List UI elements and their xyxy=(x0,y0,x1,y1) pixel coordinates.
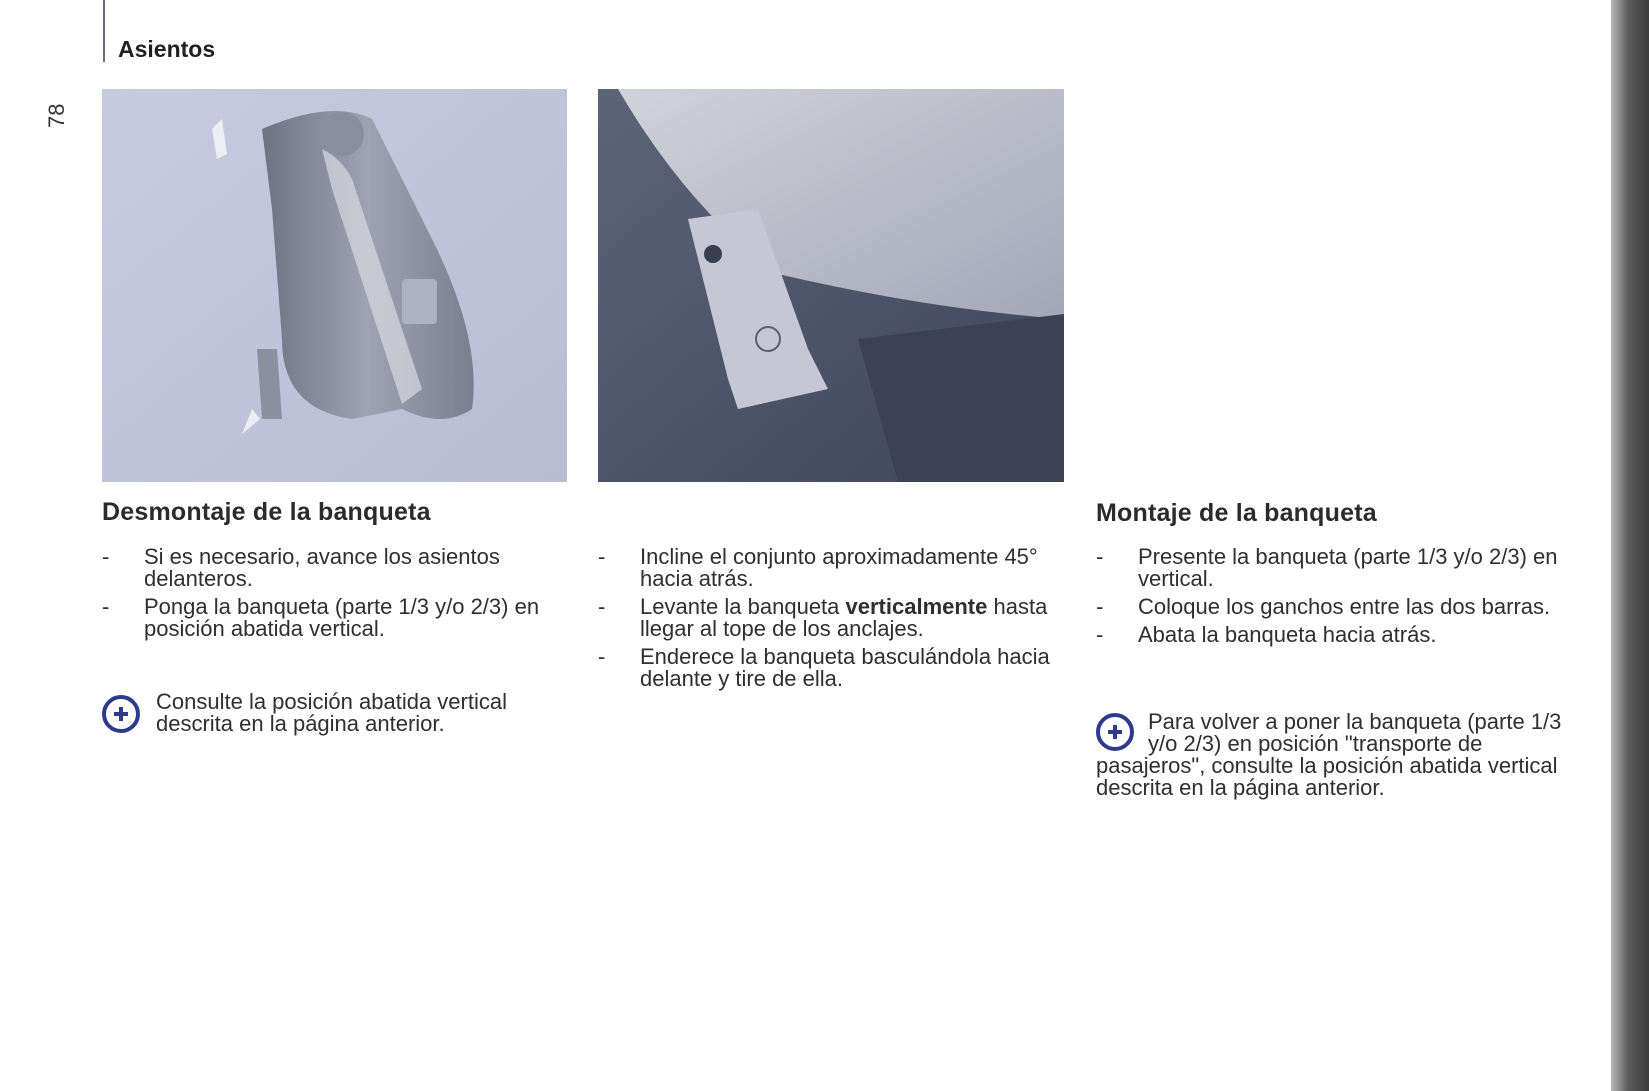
section-title: Asientos xyxy=(118,36,216,62)
list-item: - Coloque los ganchos entre las dos barras. xyxy=(1096,594,1551,619)
list-item: - Abata la banqueta hacia atrás. xyxy=(1096,622,1437,647)
removal-steps-list xyxy=(102,546,542,646)
seat-bench-folded-illustration xyxy=(102,89,567,482)
list-item: - Incline el conjunto aproximadamente 45° hacia atrás. xyxy=(598,544,1038,591)
page-number: 78 xyxy=(44,103,69,128)
list-item: - Ponga la banqueta (parte 1/3 y/o 2/3) en posición abatida vertical. xyxy=(102,594,540,641)
installation-steps-list xyxy=(1096,546,1576,652)
removal-heading: Desmontaje de la banqueta xyxy=(102,498,431,526)
installation-heading: Montaje de la banqueta xyxy=(1096,499,1377,527)
list-item: - Enderece la banqueta basculándola hacia delante y tire de ella. xyxy=(598,644,1050,691)
plus-circle-icon xyxy=(1096,713,1134,751)
list-item: - Levante la banqueta verticalmente hasta llegar al tope de los anclajes. xyxy=(598,594,1048,641)
middle-steps-list xyxy=(598,546,1078,696)
installation-tip: Para volver a poner la banqueta (parte 1/3 y/o 2/3) en posición "transporte de pasajeros", consulte la posición abatida vertical descrita en la página anterior. xyxy=(1096,709,1562,800)
header-rule xyxy=(103,0,105,62)
list-item: - Presente la banqueta (parte 1/3 y/o 2/3) en vertical. xyxy=(1096,544,1558,591)
plus-circle-icon xyxy=(102,695,140,733)
page-edge-bar xyxy=(1611,0,1649,1091)
removal-tip: Consulte la posición abatida vertical descrita en la página anterior. xyxy=(102,691,576,735)
list-item: - Si es necesario, avance los asientos delanteros. xyxy=(102,544,500,591)
seat-anchor-closeup-illustration xyxy=(598,89,1064,482)
